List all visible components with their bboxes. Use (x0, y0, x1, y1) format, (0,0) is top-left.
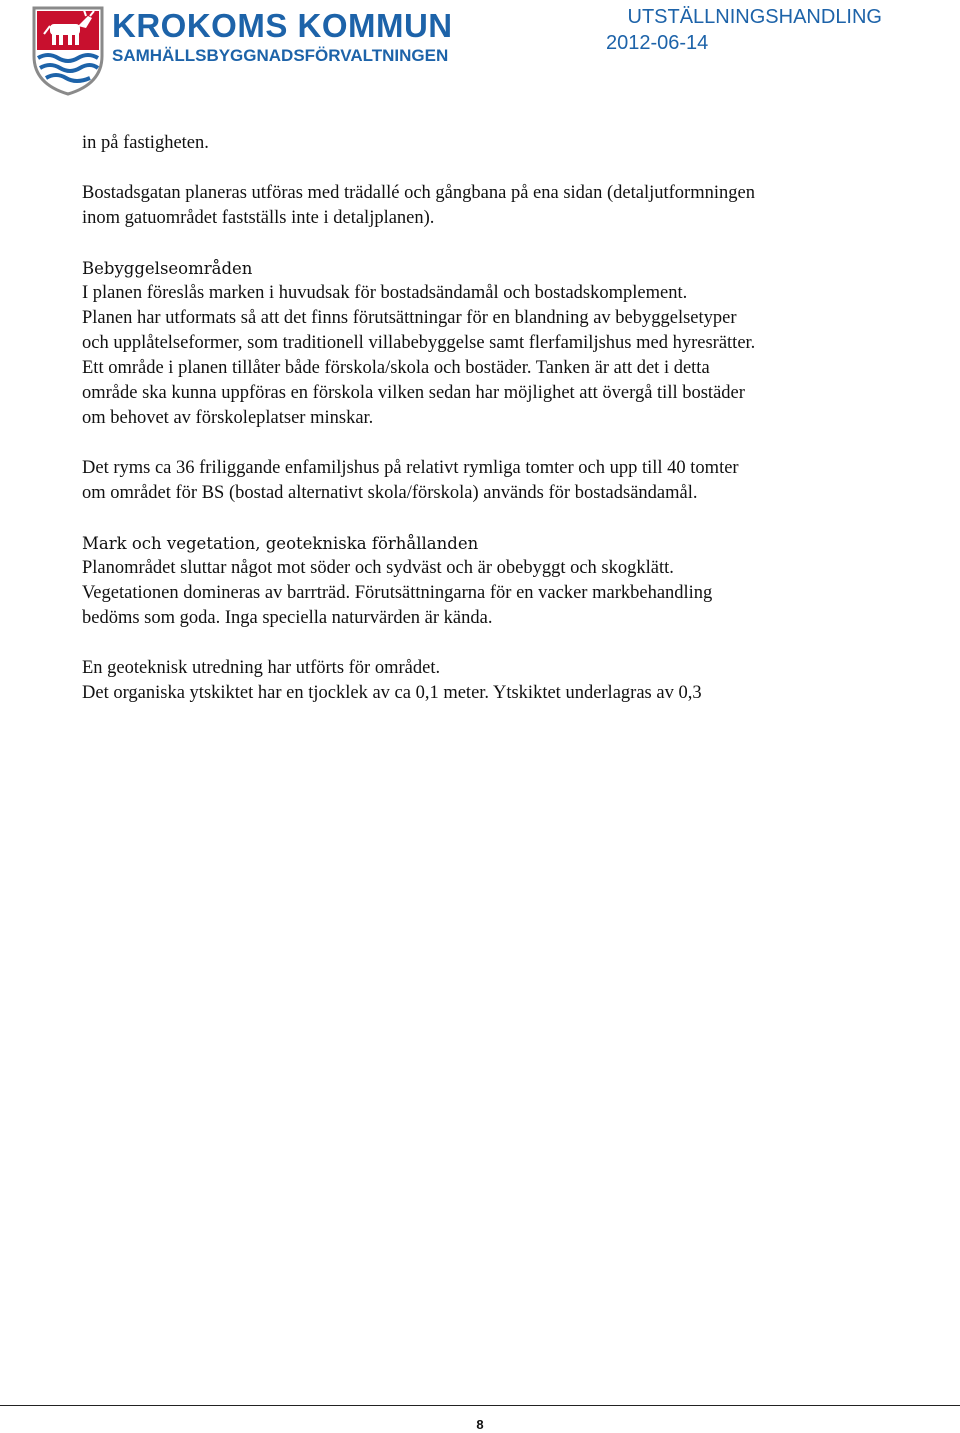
text-line: Ett område i planen tillåter både förskola/skola och bostäder. Tanken är att det i detta (82, 358, 710, 378)
text-line: om området för BS (bostad alternativt skola/förskola) används för bostadsändamål. (82, 483, 698, 503)
footer-divider (0, 1405, 960, 1406)
paragraph (82, 181, 882, 231)
paragraph (82, 131, 882, 156)
paragraph (82, 456, 882, 506)
organization-name: KROKOMS KOMMUN (112, 7, 453, 44)
text-line: Vegetationen domineras av barrträd. Förutsättningarna för en vacker markbehandling (82, 583, 713, 603)
text-line: I planen föreslås marken i huvudsak för bostadsändamål och bostadskomplement. (82, 283, 688, 303)
text-line: in på fastigheten. (82, 133, 209, 153)
text-line: Planen har utformats så att det finns förutsättningar för en blandning av bebyggelsetyper (82, 308, 737, 328)
text-line: område ska kunna uppföras en förskola vilken sedan har möjlighet att övergå till bostäder (82, 383, 745, 403)
document-header (0, 0, 960, 100)
text-line: om behovet av förskoleplatser minskar. (82, 408, 374, 428)
coat-of-arms-icon (28, 4, 108, 96)
text-line: Det organiska ytskiktet har en tjocklek av ca 0,1 meter. Ytskiktet underlagras av 0,3 (82, 683, 702, 703)
paragraph (82, 656, 882, 706)
text-line: Det ryms ca 36 friliggande enfamiljshus på relativt rymliga tomter och upp till 40 tomter (82, 458, 739, 478)
page-number: 8 (476, 1417, 484, 1432)
document-date: 2012-06-14 (606, 32, 709, 54)
text-line: bedöms som goda. Inga speciella naturvärden är kända. (82, 608, 493, 628)
text-line: inom gatuområdet fastställs inte i detaljplanen). (82, 208, 435, 228)
text-line: och upplåtelseformer, som traditionell villabebyggelse samt flerfamiljshus med hyresrätter. (82, 333, 756, 353)
department-name: SAMHÄLLSBYGGNADSFÖRVALTNINGEN (112, 46, 449, 65)
text-line: En geoteknisk utredning har utförts för området. (82, 658, 441, 678)
document-body (82, 131, 882, 731)
section-heading: Bebyggelseområden (82, 259, 253, 278)
document-type: UTSTÄLLNINGSHANDLING (627, 6, 882, 28)
text-line: Bostadsgatan planeras utföras med trädallé och gångbana på ena sidan (detaljutformningen (82, 183, 755, 203)
paragraph (82, 531, 882, 631)
section-heading: Mark och vegetation, geotekniska förhållanden (82, 534, 479, 553)
text-line: Planområdet sluttar något mot söder och sydväst och är obebyggt och skogklätt. (82, 558, 674, 578)
paragraph (82, 256, 882, 431)
